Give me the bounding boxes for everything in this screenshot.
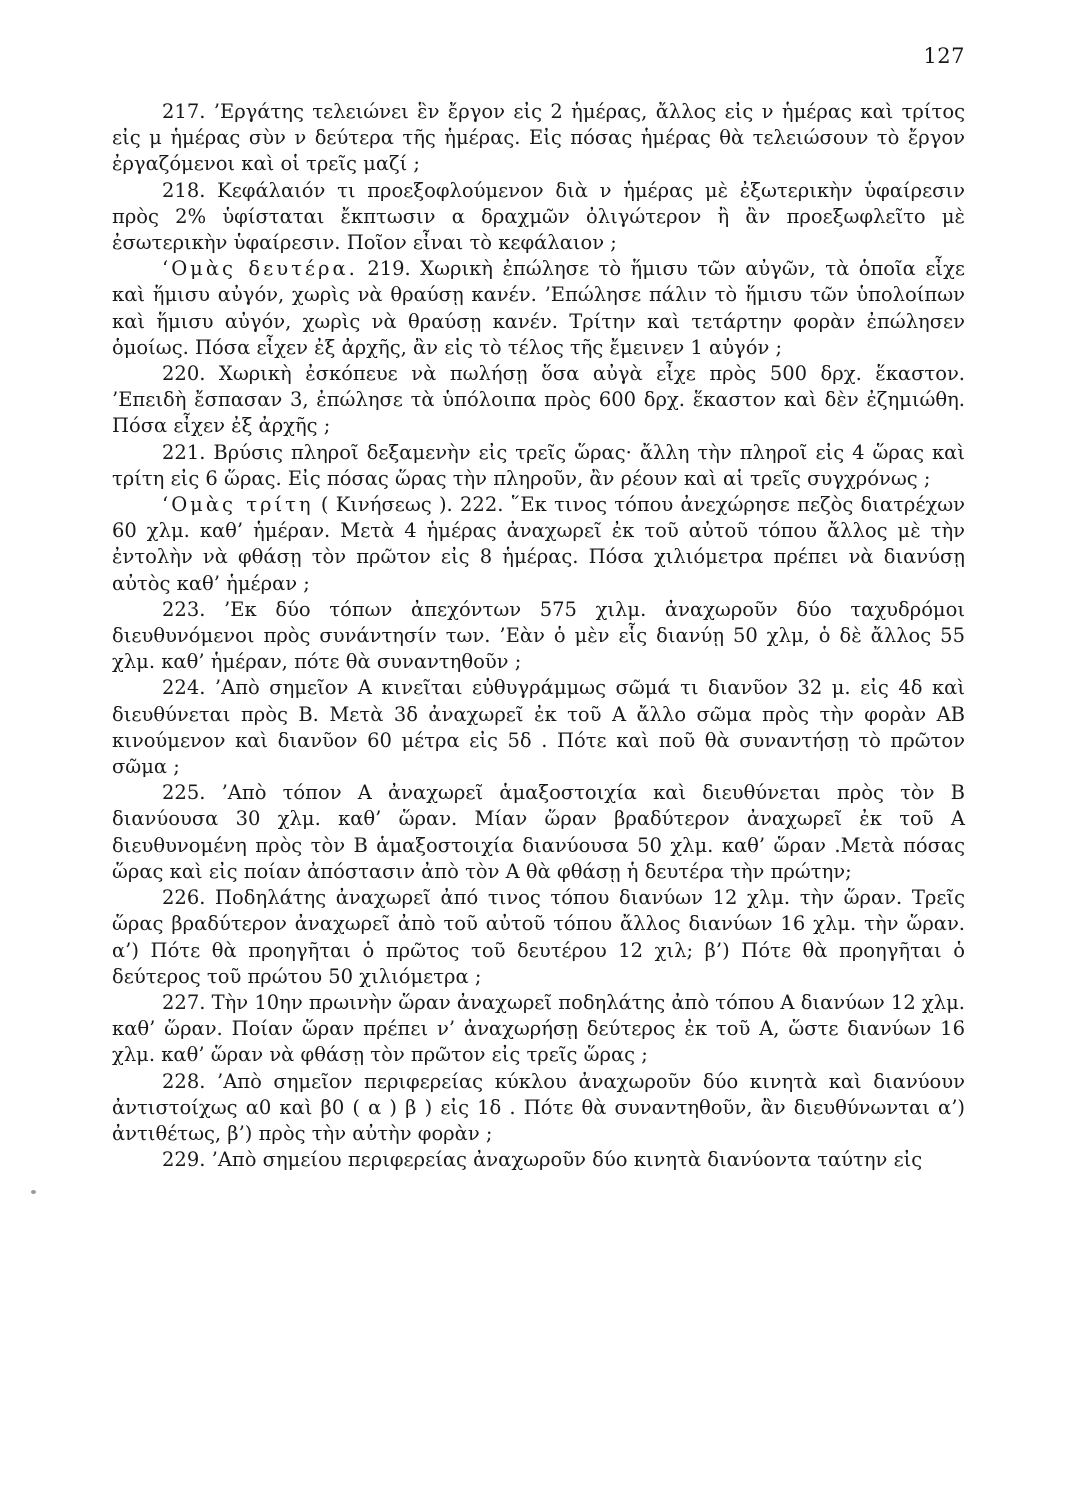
exercise-227: 227. Τὴν 10ην πρωινὴν ὥραν ἀναχωρεῖ ποδηλάτης ἀπὸ τόπου Α διανύων 12 χλμ. καθ’ ὥραν. Ποίαν ὥραν πρέπει ν’ ἀναχωρήσῃ δεύτερος ἐκ τοῦ Α, ὥστε διανύων 16 χλμ. καθ’ ὥραν νὰ φθάσῃ τὸν πρῶτον εἰς τρεῖς ὥρας ; xyxy=(112,990,965,1067)
exercise-223: 223. ’Εκ δύο τόπων ἀπεχόντων 575 χιλμ. ἀναχωροῦν δύο ταχυδρόμοι διευθυνόμενοι πρὸς συνάντησίν των. ’Εὰν ὁ μὲν εἷς διανύῃ 50 χλμ, ὁ δὲ ἄλλος 55 χλμ. καθ’ ἡμέραν, πότε θὰ συναντηθοῦν ; xyxy=(112,597,965,674)
group-heading-third: ‘Ομὰς τρίτη xyxy=(162,493,314,517)
exercise-217: 217. ’Εργάτης τελειώνει ἓν ἔργον εἰς 2 ἡμέρας, ἄλλος εἰς ν ἡμέρας καὶ τρίτος εἰς μ ἡμέρας σὺν ν δεύτερα τῆς ἡμέρας. Εἰς πόσας ἡμέρας θὰ τελειώσουν τὸ ἔργον ἐργαζόμενοι καὶ οἱ τρεῖς μαζί ; xyxy=(112,100,965,176)
exercise-228: 228. ’Απὸ σημεῖον περιφερείας κύκλου ἀναχωροῦν δύο κινητὰ καὶ διανύουν ἀντιστοίχως α0 καὶ β0 ( α ) β ) εἰς 1δ . Πότε θὰ συναντηθοῦν, ἂν διευθύνωνται α’) ἀντιθέτως, β’) πρὸς τὴν αὐτὴν φορὰν ; xyxy=(112,1069,965,1145)
group-heading-second: ‘Ομὰς δευτέρα. xyxy=(162,257,358,281)
exercise-219 xyxy=(112,256,965,361)
exercise-221: 221. Βρύσις πληροῖ δεξαμενὴν εἰς τρεῖς ὥρας· ἄλλη τὴν πληροῖ εἰς 4 ὥρας καὶ τρίτη εἰς 6 ὥρας. Εἰς πόσας ὥρας τὴν πληροῦν, ἂν ρέουν καὶ αἱ τρεῖς συγχρόνως ; xyxy=(112,440,965,490)
exercise-218: 218. Κεφάλαιόν τι προεξοφλούμενον διὰ ν ἡμέρας μὲ ἐξωτερικὴν ὑφαίρεσιν πρὸς 2% ὑφίσταται ἔκπτωσιν α δραχμῶν ὀλιγώτερον ἢ ἂν προεξωφλεῖτο μὲ ἐσωτερικὴν ὑφαίρεσιν. Ποῖον εἶναι τὸ κεφάλαιον ; xyxy=(112,178,965,255)
print-speck xyxy=(31,1190,36,1194)
exercise-225: 225. ’Απὸ τόπον Α ἀναχωρεῖ ἁμαξοστοιχία καὶ διευθύνεται πρὸς τὸν Β διανύουσα 30 χλμ. καθ’ ὥραν. Μίαν ὥραν βραδύτερον ἀναχωρεῖ ἐκ τοῦ Α διευθυνομένη πρὸς τὸν Β ἁμαξοστοιχία διανύουσα 50 χλμ. καθ’ ὥραν .Μετὰ πόσας ὥρας καὶ εἰς ποίαν ἀπόστασιν ἀπὸ τὸν Α θὰ φθάσῃ ἡ δευτέρα τὴν πρώτην; xyxy=(112,781,965,883)
exercise-222-text: 222. ῞Εκ τινος τόπου ἀνεχώρησε πεζὸς διατρέχων 60 χλμ. καθ’ ἡμέραν. Μετὰ 4 ἡμέρας ἀναχωρεῖ ἐκ τοῦ αὐτοῦ τόπου ἄλλος μὲ τὴν ἐντολὴν νὰ φθάσῃ τὸν πρῶτον εἰς 8 ἡμέρας. Πόσα χιλιόμετρα πρέπει νὰ διανύσῃ αὐτὸς καθ’ ἡμέραν ; xyxy=(112,493,966,595)
exercise-224: 224. ’Απὸ σημεῖον Α κινεῖται εὐθυγράμμως σῶμά τι διανῦον 32 μ. εἰς 4δ καὶ διευθύνεται πρὸς Β. Μετὰ 3δ ἀναχωρεῖ ἐκ τοῦ Α ἄλλο σῶμα πρὸς τὴν φορὰν ΑΒ κινούμενον καὶ διανῦον 60 μέτρα εἰς 5δ . Πότε καὶ ποῦ θὰ συναντήσῃ τὸ πρῶτον σῶμα ; xyxy=(112,676,965,779)
exercise-text-block xyxy=(112,99,965,1173)
group-heading-third-subtitle: ( Κινήσεως ). xyxy=(320,493,453,517)
exercise-226: 226. Ποδηλάτης ἀναχωρεῖ ἀπό τινος τόπου διανύων 12 χλμ. τὴν ὥραν. Τρεῖς ὥρας βραδύτερον ἀναχωρεῖ ἀπὸ τοῦ αὐτοῦ τόπου ἄλλος διανύων 16 χλμ. τὴν ὥραν. α’) Πότε θὰ προηγῆται ὁ πρῶτος τοῦ δευτέρου 12 χιλ; β’) Πότε θὰ προηγῆται ὁ δεύτερος τοῦ πρώτου 50 χιλιόμετρα ; xyxy=(112,886,965,988)
exercise-222 xyxy=(112,492,965,597)
page-number: 127 xyxy=(923,44,965,68)
exercise-219-text: 219. Χωρικὴ ἐπώλησε τὸ ἥμισυ τῶν αὐγῶν, τὰ ὁποῖα εἶχε καὶ ἥμισυ αὐγόν, χωρὶς νὰ θραύσῃ κανέν. ’Επώλησε πάλιν τὸ ἥμισυ τῶν ὑπολοίπων καὶ ἥμισυ αὐγόν, χωρὶς νὰ θραύσῃ κανέν. Τρίτην καὶ τετάρτην φορὰν ἐπώλησεν ὁμοίως. Πόσα εἶχεν ἐξ ἀρχῆς, ἂν εἰς τὸ τέλος τῆς ἔμεινεν 1 αὐγόν ; xyxy=(112,257,965,359)
exercise-229: 229. ’Απὸ σημείου περιφερείας ἀναχωροῦν δύο κινητὰ διανύοντα ταύτην εἰς xyxy=(162,1148,923,1172)
exercise-220: 220. Χωρικὴ ἐσκόπευε νὰ πωλήσῃ ὅσα αὐγὰ εἶχε πρὸς 500 δρχ. ἕκαστον. ’Επειδὴ ἔσπασαν 3, ἐπώλησε τὰ ὑπόλοιπα πρὸς 600 δρχ. ἕκαστον καὶ δὲν ἐζημιώθη. Πόσα εἶχεν ἐξ ἀρχῆς ; xyxy=(112,362,965,438)
